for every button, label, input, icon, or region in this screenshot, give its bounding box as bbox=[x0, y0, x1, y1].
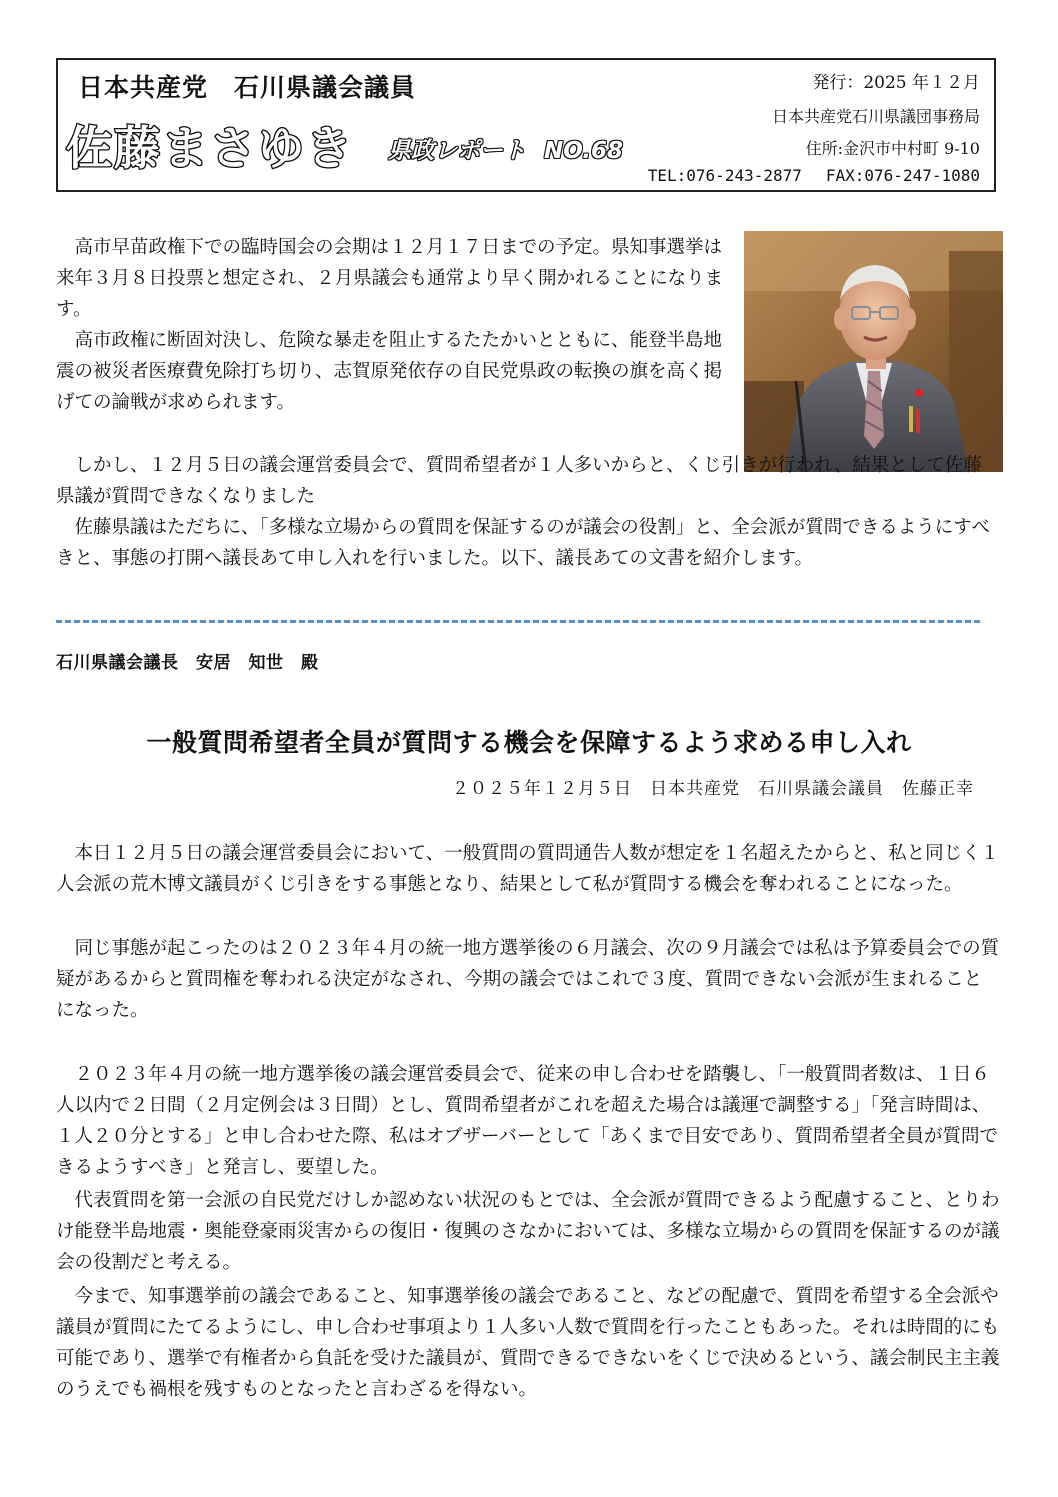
report-logo bbox=[388, 132, 623, 165]
report-label: 県政レポート bbox=[388, 138, 526, 164]
letter-paragraph-1: 本日１２月５日の議会運営委員会において、一般質問の質問通告人数が想定を１名超えたからと、私と同じく１人会派の荒木博文議員がくじ引きをする事態となり、結果として私が質問する機会を奪われることになった。 bbox=[56, 843, 1000, 895]
letter-paragraph-2: 同じ事態が起こったのは２０２３年４月の統一地方選挙後の６月議会、次の９月議会では私は予算委員会での質疑があるからと質問権を奪われる決定がなされ、今期の議会ではこれで３度、質問できない会派が生まれることになった。 bbox=[56, 938, 1000, 1021]
issue-date: 発行：2025 年１２月 bbox=[812, 73, 980, 93]
portrait-photo bbox=[744, 231, 1003, 472]
tel-number: TEL:076-243-2877 bbox=[647, 166, 802, 185]
letter-paragraph-4: 代表質問を第一会派の自民党だけしか認めない状況のもとでは、全会派が質問できるよう配慮すること、とりわけ能登半島地震・奥能登豪雨災害からの復旧・復興のさなかにおいては、多様な立場からの質問を保証するのが議会の役割だと考える。 bbox=[56, 1190, 1000, 1273]
office-name: 日本共産党石川県議団事務局 bbox=[771, 107, 980, 126]
newsletter-header bbox=[56, 58, 996, 192]
intro-paragraph-2: 高市政権に断固対決し、危険な暴走を阻止するたたかいとともに、能登半島地震の被災者医療費免除打ち切り、志賀原発依存の自民党県政の転換の旗を高く掲げての論戦が求められます。 bbox=[56, 330, 723, 413]
contact-numbers bbox=[648, 166, 980, 185]
name-logo: 佐藤まさゆき bbox=[66, 121, 354, 175]
letter-paragraph-5: 今まで、知事選挙前の議会であること、知事選挙後の議会であること、などの配慮で、質問を希望する全会派や議員が質問にたてるようにし、申し合わせ事項より１人多い人数で質問を行ったこともあった。それは時間的にも可能であり、選挙で有権者から負託を受けた議員が、質問できるできないをくじで決めるという、議会制民主主義のうえでも禍根を残すものとなったと言わざるを得ない。 bbox=[56, 1286, 1000, 1400]
section-divider bbox=[56, 620, 980, 623]
intro-paragraph-3: しかし、１２月５日の議会運営委員会で、質問希望者が１人多いからと、くじ引きが行われ、結果として佐藤県議が質問できなくなりました 佐藤県議はただちに、「多様な立場からの質問を保証するのが議会の役割」と、全会派が質問できるようにすべきと、事態の打開へ議長あて申し入れを行いました。以下、議長あての文書を紹介します。 bbox=[56, 455, 990, 569]
letter-addressee: 石川県議会議長 安居 知世 殿 bbox=[56, 653, 319, 673]
letter-paragraph-3: ２０２３年４月の統一地方選挙後の議会運営委員会で、従来の申し合わせを踏襲し、「一般質問者数は、１日６人以内で２日間（２月定例会は３日間）とし、質問希望者がこれを超えた場合は議運で調整する」「発言時間は、１人２０分とする」と申し合わせた際、私はオブザーバーとして「あくまで目安であり、質問希望者全員が質問できるようすべき」と発言し、要望した。 bbox=[56, 1064, 999, 1178]
letter-date-author: ２０２５年１２月５日 日本共産党 石川県議会議員 佐藤正幸 bbox=[452, 779, 974, 799]
fax-number: FAX:076-247-1080 bbox=[825, 166, 980, 185]
office-address: 住所:金沢市中村町 9-10 bbox=[805, 139, 980, 158]
party-affiliation: 日本共産党 石川県議会議員 bbox=[78, 73, 417, 102]
intro-paragraph-1: 高市早苗政権下での臨時国会の会期は１２月１７日までの予定。県知事選挙は来年３月８日投票と想定され、２月県議会も通常より早く開かれることになります。 bbox=[56, 237, 724, 320]
letter-title: 一般質問希望者全員が質問する機会を保障するよう求める申し入れ bbox=[146, 728, 912, 757]
report-number: NO.68 bbox=[544, 138, 624, 164]
